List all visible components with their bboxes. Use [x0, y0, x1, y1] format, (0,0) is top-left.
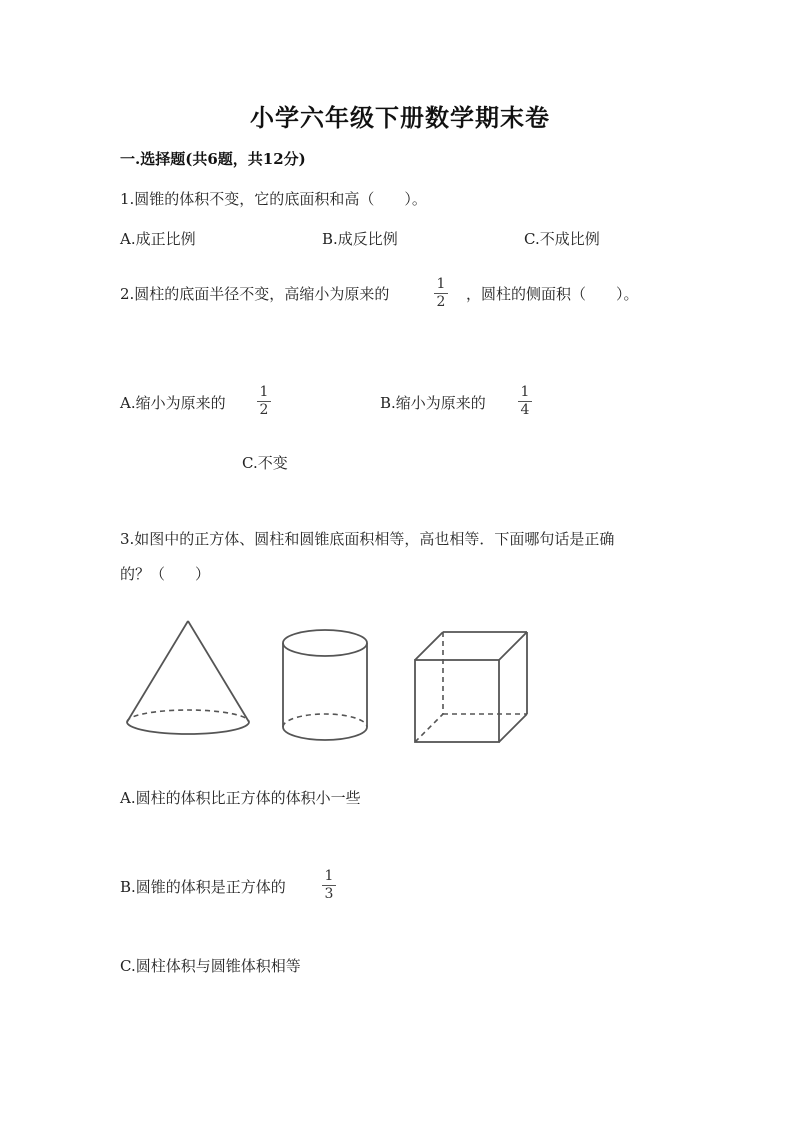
question-3-option-b[interactable]: B.圆锥的体积是正方体的 — [120, 878, 286, 896]
question-2-stem: 2.圆柱的底面半径不变，高缩小为原来的 — [120, 285, 390, 303]
page-title: 小学六年级下册数学期末卷 — [250, 103, 550, 132]
question-3-stem-line-1: 3.如图中的正方体、圆柱和圆锥底面积相等，高也相等．下面哪句话是正确 — [120, 530, 615, 548]
fraction-denominator: 3 — [324, 886, 334, 902]
question-2-option-a[interactable]: A.缩小为原来的 — [120, 394, 226, 412]
fraction-denominator: 2 — [436, 294, 446, 310]
fraction-denominator: 4 — [520, 402, 530, 418]
fraction-numerator: 1 — [324, 868, 334, 884]
question-2-option-b[interactable]: B.缩小为原来的 — [380, 394, 486, 412]
question-2-option-a-fraction — [256, 385, 272, 418]
cube-figure — [410, 626, 534, 750]
question-1-stem: 1.圆锥的体积不变，它的底面积和高（ ）。 — [120, 190, 427, 208]
section-heading: 一.选择题(共6题，共12分) — [120, 150, 306, 168]
question-1-option-a[interactable]: A.成正比例 — [120, 230, 196, 248]
question-2-stem-fraction — [433, 277, 449, 310]
fraction-denominator: 2 — [259, 402, 269, 418]
fraction-numerator: 1 — [520, 384, 530, 400]
question-1-option-b[interactable]: B.成反比例 — [322, 230, 398, 248]
fraction-numerator: 1 — [436, 276, 446, 292]
question-2-option-b-fraction — [517, 385, 533, 418]
question-3-option-b-fraction — [321, 869, 337, 902]
question-2-option-c[interactable]: C.不变 — [242, 454, 288, 472]
cylinder-figure — [278, 622, 374, 752]
question-3-stem-line-2: 的？（ ） — [120, 565, 211, 583]
question-1-option-c[interactable]: C.不成比例 — [524, 230, 600, 248]
fraction-numerator: 1 — [259, 384, 269, 400]
cone-figure — [120, 615, 256, 745]
question-3-option-a[interactable]: A.圆柱的体积比正方体的体积小一些 — [120, 789, 361, 807]
question-2-stem-end: ，圆柱的侧面积（ ）。 — [466, 285, 639, 303]
question-3-option-c[interactable]: C.圆柱体积与圆锥体积相等 — [120, 957, 301, 975]
